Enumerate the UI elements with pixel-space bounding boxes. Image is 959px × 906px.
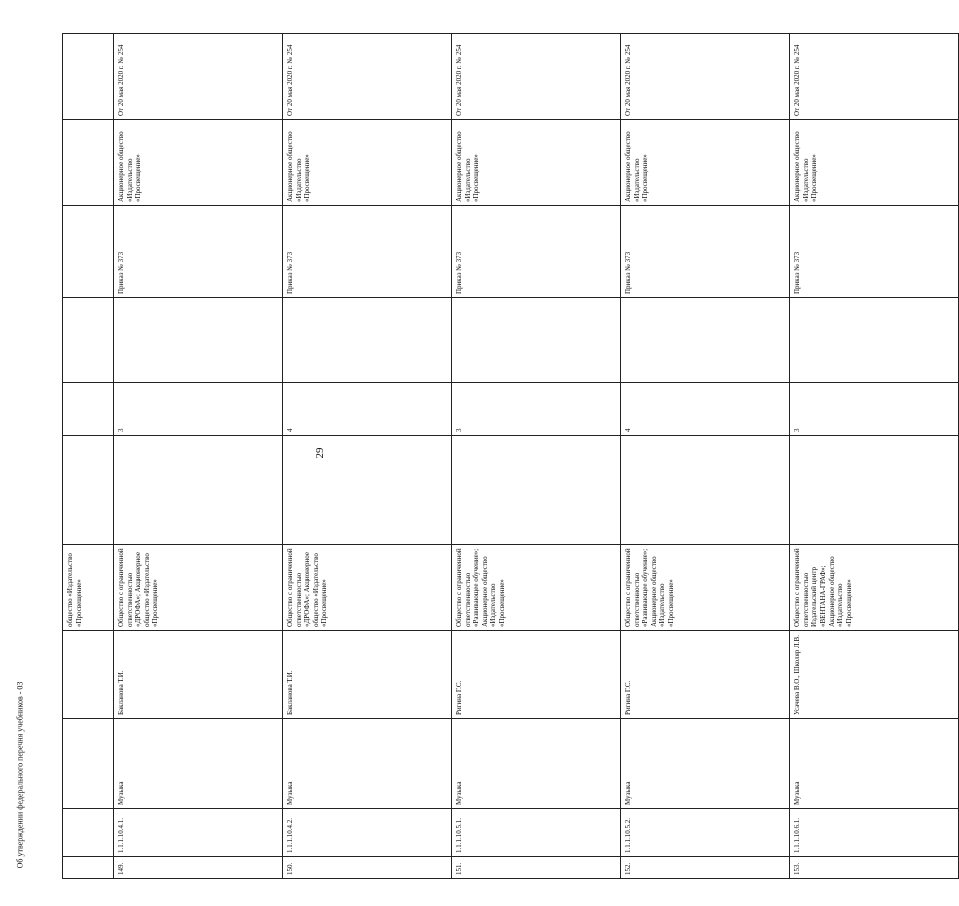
cell-number: 149. — [114, 857, 283, 879]
cell-authors: Ригина Г.С. — [452, 631, 621, 719]
rotated-page-area — [62, 34, 853, 879]
cell-publisher: Общество с ограниченной ответственностью «Развивающее обучение»; Акционерное общество «Издательство «Просвещение» — [452, 545, 621, 631]
cell-publisher: Общество с ограниченной ответственностью «Развивающее обучение»; Акционерное общество «Издательство «Просвещение» — [621, 545, 790, 631]
cell-extra — [621, 436, 790, 545]
cell-code: 1.1.1.10.5.2. — [621, 809, 790, 857]
cell-subject: Музыка — [621, 719, 790, 809]
table-row-carryover — [63, 34, 114, 879]
cell-order: Приказ № 373 — [283, 206, 452, 298]
cell-publisher: Общество с ограниченной ответственностью «ДРОФА»; Акционерное общество «Издательство «Просвещение» — [283, 545, 452, 631]
cell-kind — [790, 298, 959, 383]
cell-date-from: От 20 мая 2020 г. № 254 — [621, 34, 790, 120]
cell-publisher-carryover: общество «Издательство «Просвещение» — [63, 545, 114, 631]
page-number: 29 — [314, 447, 326, 459]
cell-empty — [63, 120, 114, 206]
cell-kind — [114, 298, 283, 383]
cell-subject: Музыка — [790, 719, 959, 809]
cell-grade: 3 — [790, 383, 959, 436]
cell-code: 1.1.1.10.4.1. — [114, 809, 283, 857]
cell-date-from: От 20 мая 2020 г. № 254 — [452, 34, 621, 120]
cell-grade: 4 — [283, 383, 452, 436]
cell-empty — [63, 809, 114, 857]
cell-kind — [283, 298, 452, 383]
cell-code: 1.1.1.10.5.1. — [452, 809, 621, 857]
cell-empty — [63, 206, 114, 298]
cell-number: 151. — [452, 857, 621, 879]
cell-extra — [452, 436, 621, 545]
table-row — [790, 34, 959, 879]
cell-empty — [63, 383, 114, 436]
cell-empty — [63, 631, 114, 719]
cell-date-from: От 20 мая 2020 г. № 254 — [283, 34, 452, 120]
cell-subject: Музыка — [283, 719, 452, 809]
cell-subject: Музыка — [114, 719, 283, 809]
cell-grade: 3 — [452, 383, 621, 436]
cell-subject: Музыка — [452, 719, 621, 809]
cell-number: 153. — [790, 857, 959, 879]
cell-publisher: Общество с ограниченной ответственностью «ДРОФА»; Акционерное общество «Издательство «Просвещение» — [114, 545, 283, 631]
textbook-register-table — [62, 33, 959, 879]
cell-kind — [621, 298, 790, 383]
cell-order: Приказ № 373 — [452, 206, 621, 298]
cell-organization: Акционерное общество «Издательство «Просвещение» — [452, 120, 621, 206]
cell-empty — [63, 857, 114, 879]
table-row — [452, 34, 621, 879]
cell-empty — [63, 34, 114, 120]
cell-code: 1.1.1.10.4.2. — [283, 809, 452, 857]
cell-organization: Акционерное общество «Издательство «Просвещение» — [283, 120, 452, 206]
cell-authors: Бакланова Т.И. — [114, 631, 283, 719]
cell-organization: Акционерное общество «Издательство «Просвещение» — [621, 120, 790, 206]
table-row — [114, 34, 283, 879]
cell-authors: Бакланова Т.И. — [283, 631, 452, 719]
table-row — [283, 34, 452, 879]
cell-order: Приказ № 373 — [621, 206, 790, 298]
cell-authors: Ригина Г.С. — [621, 631, 790, 719]
table-row — [621, 34, 790, 879]
cell-extra — [114, 436, 283, 545]
cell-empty — [63, 298, 114, 383]
cell-extra — [283, 436, 452, 545]
cell-publisher: Общество с ограниченной ответственностью Издательский центр «ВЕНТАНА-ГРАФ»; Акционерное общество «Издательство «Просвещение» — [790, 545, 959, 631]
cell-empty — [63, 436, 114, 545]
cell-grade: 4 — [621, 383, 790, 436]
cell-code: 1.1.1.10.6.1. — [790, 809, 959, 857]
cell-date-from: От 20 мая 2020 г. № 254 — [790, 34, 959, 120]
cell-organization: Акционерное общество «Издательство «Просвещение» — [790, 120, 959, 206]
cell-number: 150. — [283, 857, 452, 879]
cell-order: Приказ № 373 — [790, 206, 959, 298]
cell-order: Приказ № 373 — [114, 206, 283, 298]
cell-number: 152. — [621, 857, 790, 879]
cell-date-from: От 20 мая 2020 г. № 254 — [114, 34, 283, 120]
cell-extra — [790, 436, 959, 545]
cell-empty — [63, 719, 114, 809]
cell-organization: Акционерное общество «Издательство «Просвещение» — [114, 120, 283, 206]
cell-authors: Усачева В.О., Школяр Л.В. — [790, 631, 959, 719]
document-footer: Об утверждении федерального перечня учебников - 03 — [15, 681, 25, 869]
cell-grade: 3 — [114, 383, 283, 436]
cell-kind — [452, 298, 621, 383]
